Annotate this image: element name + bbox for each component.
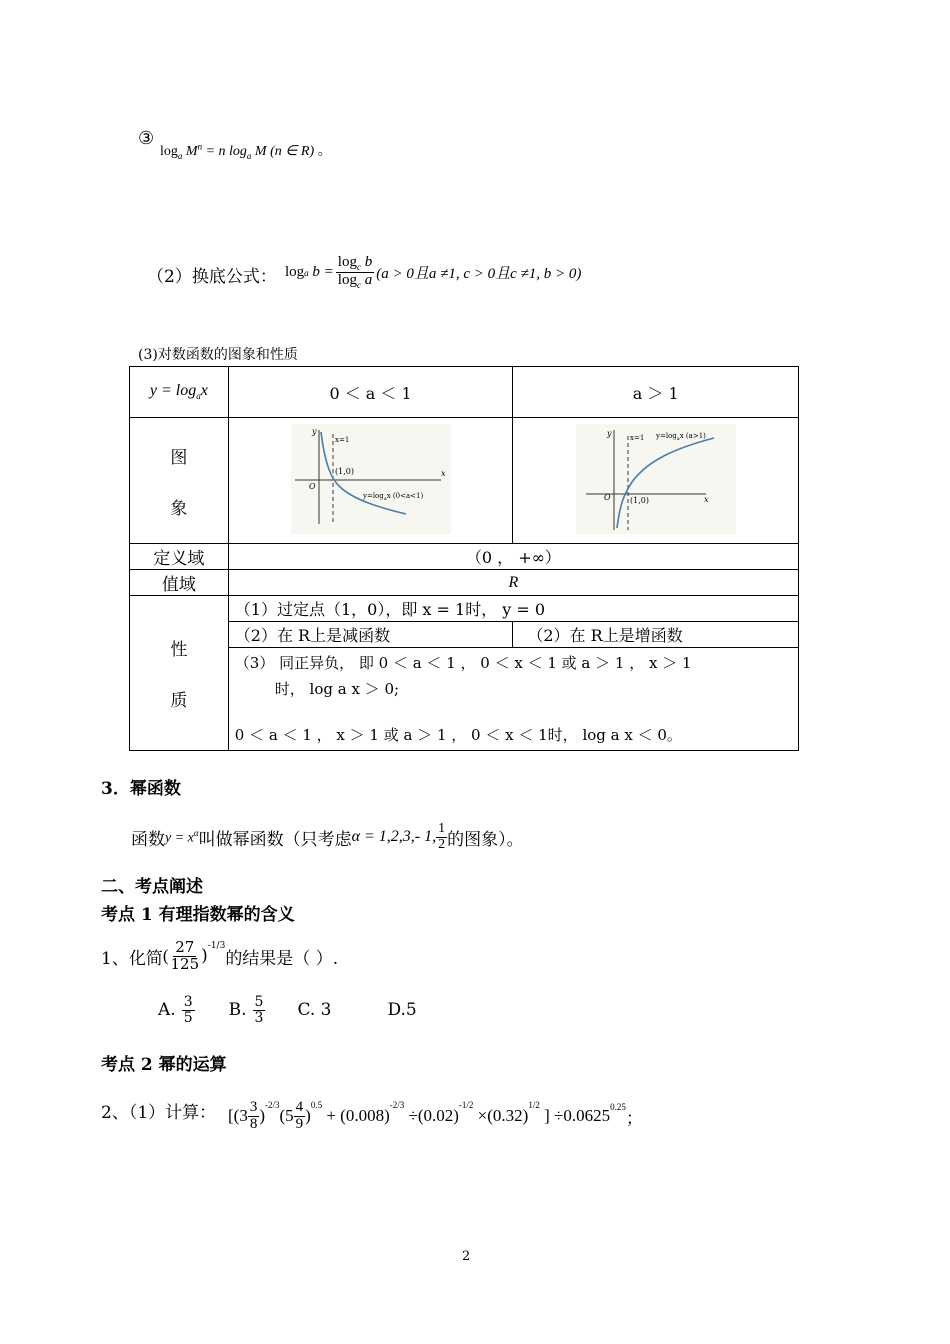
lhs-var: b = [312, 264, 334, 281]
option-d: D.5 [387, 1000, 417, 1021]
log-table-caption: (3)对数函数的图象和性质 [138, 347, 298, 363]
power-text-post: 的图象）。 [447, 829, 524, 850]
col2-header: a ＞ 1 [513, 367, 799, 418]
q1-suffix: 的结果是（ ）. [225, 948, 339, 969]
q1-prefix: 1、化简 [101, 948, 163, 969]
num-log: log [337, 254, 357, 270]
x-axis-label: x [440, 468, 446, 478]
graph-label-1: 图 [170, 447, 188, 468]
curve-label: $y=\log_ax$ (a>1) [655, 431, 706, 442]
domain-label: 定义域 [130, 544, 229, 570]
log-text: log [160, 144, 178, 159]
end-mark: 。 [317, 144, 332, 159]
header-func-base: a [196, 391, 201, 402]
question1: 1、化简 ( $\frac{27}{125}$ ) $^{-1/3}$ 的结果是（ ）. [101, 938, 339, 973]
log-curve-decreasing [321, 432, 406, 514]
range-label: 值域 [130, 570, 229, 596]
power-alpha-list: α = 1,2,3,- 1, [351, 828, 437, 846]
table-row-range [130, 570, 799, 596]
log-base: a [177, 150, 183, 161]
origin-label: O [603, 492, 611, 502]
header-func: y = log [149, 382, 197, 400]
prop3-line1: （3） 同正异负， 即 0 ＜ a ＜ 1 ， 0 ＜ x ＜ 1 或 a ＞ 1 ， x ＞ 1 [234, 654, 692, 672]
y-axis-label: y [606, 428, 612, 438]
prop2-decreasing: （2）在 R上是减函数 [228, 622, 513, 648]
point-label: (1,0) [334, 466, 354, 476]
section2-heading: 二、考点阐述 [101, 877, 203, 897]
point2-heading: 考点 2 幂的运算 [101, 1055, 227, 1075]
prop1: （1）过定点（1，0），即 x = 1时， y = 0 [228, 596, 798, 622]
q1-options [158, 995, 417, 1025]
range-value: R [228, 570, 798, 596]
option-b-label: B. [228, 1000, 247, 1021]
origin-label: O [308, 481, 316, 491]
rhs-tail: M (n ∈ R) [254, 144, 315, 159]
table-row-graph [130, 418, 799, 544]
y-axis-label: y [311, 426, 317, 436]
q1-exponent: -1/3 [207, 941, 226, 952]
properties-label [130, 596, 229, 751]
curve-label: $y=\log_ax$ (0<a<1) [362, 491, 423, 502]
den-var: a [364, 272, 373, 289]
table-row-prop3 [130, 648, 799, 751]
lhs-base: a [304, 267, 309, 278]
change-base-label: （2）换底公式： [147, 267, 277, 287]
q2-expression: [(3 $\frac{3}{8}$ ) $^{-2/3}$ (5 $\frac{4}{9}$ ) $^{0.5}$ + (0.008) $^{-2/3}$ ÷(0.02) $^{-1/2}$ ×(0.32) $^{1/2}$ ] ÷0.0625 $^{0.25}$ ； [228, 1099, 643, 1132]
den-log: log [337, 272, 357, 289]
den-base: c [356, 280, 361, 291]
item3-formula [160, 140, 332, 161]
power-definition [131, 822, 524, 852]
rhs-log: = n log [205, 144, 247, 159]
prop3-line2: 时， log a x ＞ 0; [274, 680, 400, 698]
num-var: b [364, 254, 373, 270]
q2-frac1: $\frac{3}{8}$ [249, 1099, 258, 1132]
domain-value: （0 ， +∞） [228, 544, 798, 570]
table-row-prop1 [130, 596, 799, 622]
power-text-pre: 函数 [131, 829, 165, 850]
q2-prefix: 2、（1）计算： [101, 1103, 217, 1123]
power-text-mid: 叫做幂函数（只考虑 [198, 829, 352, 850]
rhs-base: a [246, 150, 252, 161]
power-formula: $y = x^\alpha$ [165, 827, 199, 846]
prop-label-2: 质 [170, 691, 188, 711]
option-b-fraction: $\frac{5}{3}$ [254, 994, 264, 1026]
point1-heading: 考点 1 有理指数幂的含义 [101, 905, 295, 925]
prop2-increasing: （2）在 R上是增函数 [513, 622, 799, 648]
table-row-prop2 [130, 622, 799, 648]
exponent-n: n [197, 141, 203, 152]
graph1-cell [228, 418, 513, 544]
half-fraction: $\frac{1}{2}$ [438, 821, 446, 852]
graph-increasing [576, 424, 736, 534]
graph-label-2: 象 [170, 498, 188, 519]
prop3-line3: 0 ＜ a ＜ 1 ， x ＞ 1 或 a ＞ 1 ， 0 ＜ x ＜ 1时， log a x ＜ 0。 [234, 726, 682, 744]
graph-row-label [130, 418, 229, 544]
asymptote-label: x=1 [334, 435, 349, 444]
M-var: M [185, 144, 198, 159]
change-base-condition: (a > 0且a ≠1, c > 0且c ≠1, b > 0) [376, 266, 582, 283]
page-number: 2 [462, 1249, 471, 1264]
power-heading: 3．幂函数 [101, 779, 181, 799]
header-func-cell [130, 367, 229, 418]
point-label: (1,0) [629, 495, 649, 505]
change-base-fraction [336, 255, 374, 291]
num-base: c [356, 262, 361, 272]
log-properties-table [129, 366, 799, 751]
prop3-cell [228, 648, 798, 751]
q2-frac2: $\frac{4}{9}$ [295, 1099, 304, 1132]
log-curve-increasing [617, 438, 714, 528]
graph2-cell [513, 418, 799, 544]
item3-marker: ③ [138, 128, 155, 149]
q1-fraction: $\frac{27}{125}$ [170, 938, 200, 973]
table-row-domain [130, 544, 799, 570]
option-c: C. 3 [297, 1000, 332, 1021]
table-row-header [130, 367, 799, 418]
change-base-formula [285, 255, 581, 291]
lhs-log: log [285, 264, 305, 281]
asymptote-label: x=1 [629, 433, 644, 442]
col1-header: 0 ＜ a ＜ 1 [228, 367, 513, 418]
option-a-label: A. [158, 1000, 176, 1021]
option-a-fraction: $\frac{3}{5}$ [183, 994, 193, 1026]
graph-decreasing [291, 424, 451, 534]
prop-label-1: 性 [170, 640, 188, 660]
header-func-var: x [200, 382, 208, 400]
x-axis-label: x [703, 494, 709, 504]
